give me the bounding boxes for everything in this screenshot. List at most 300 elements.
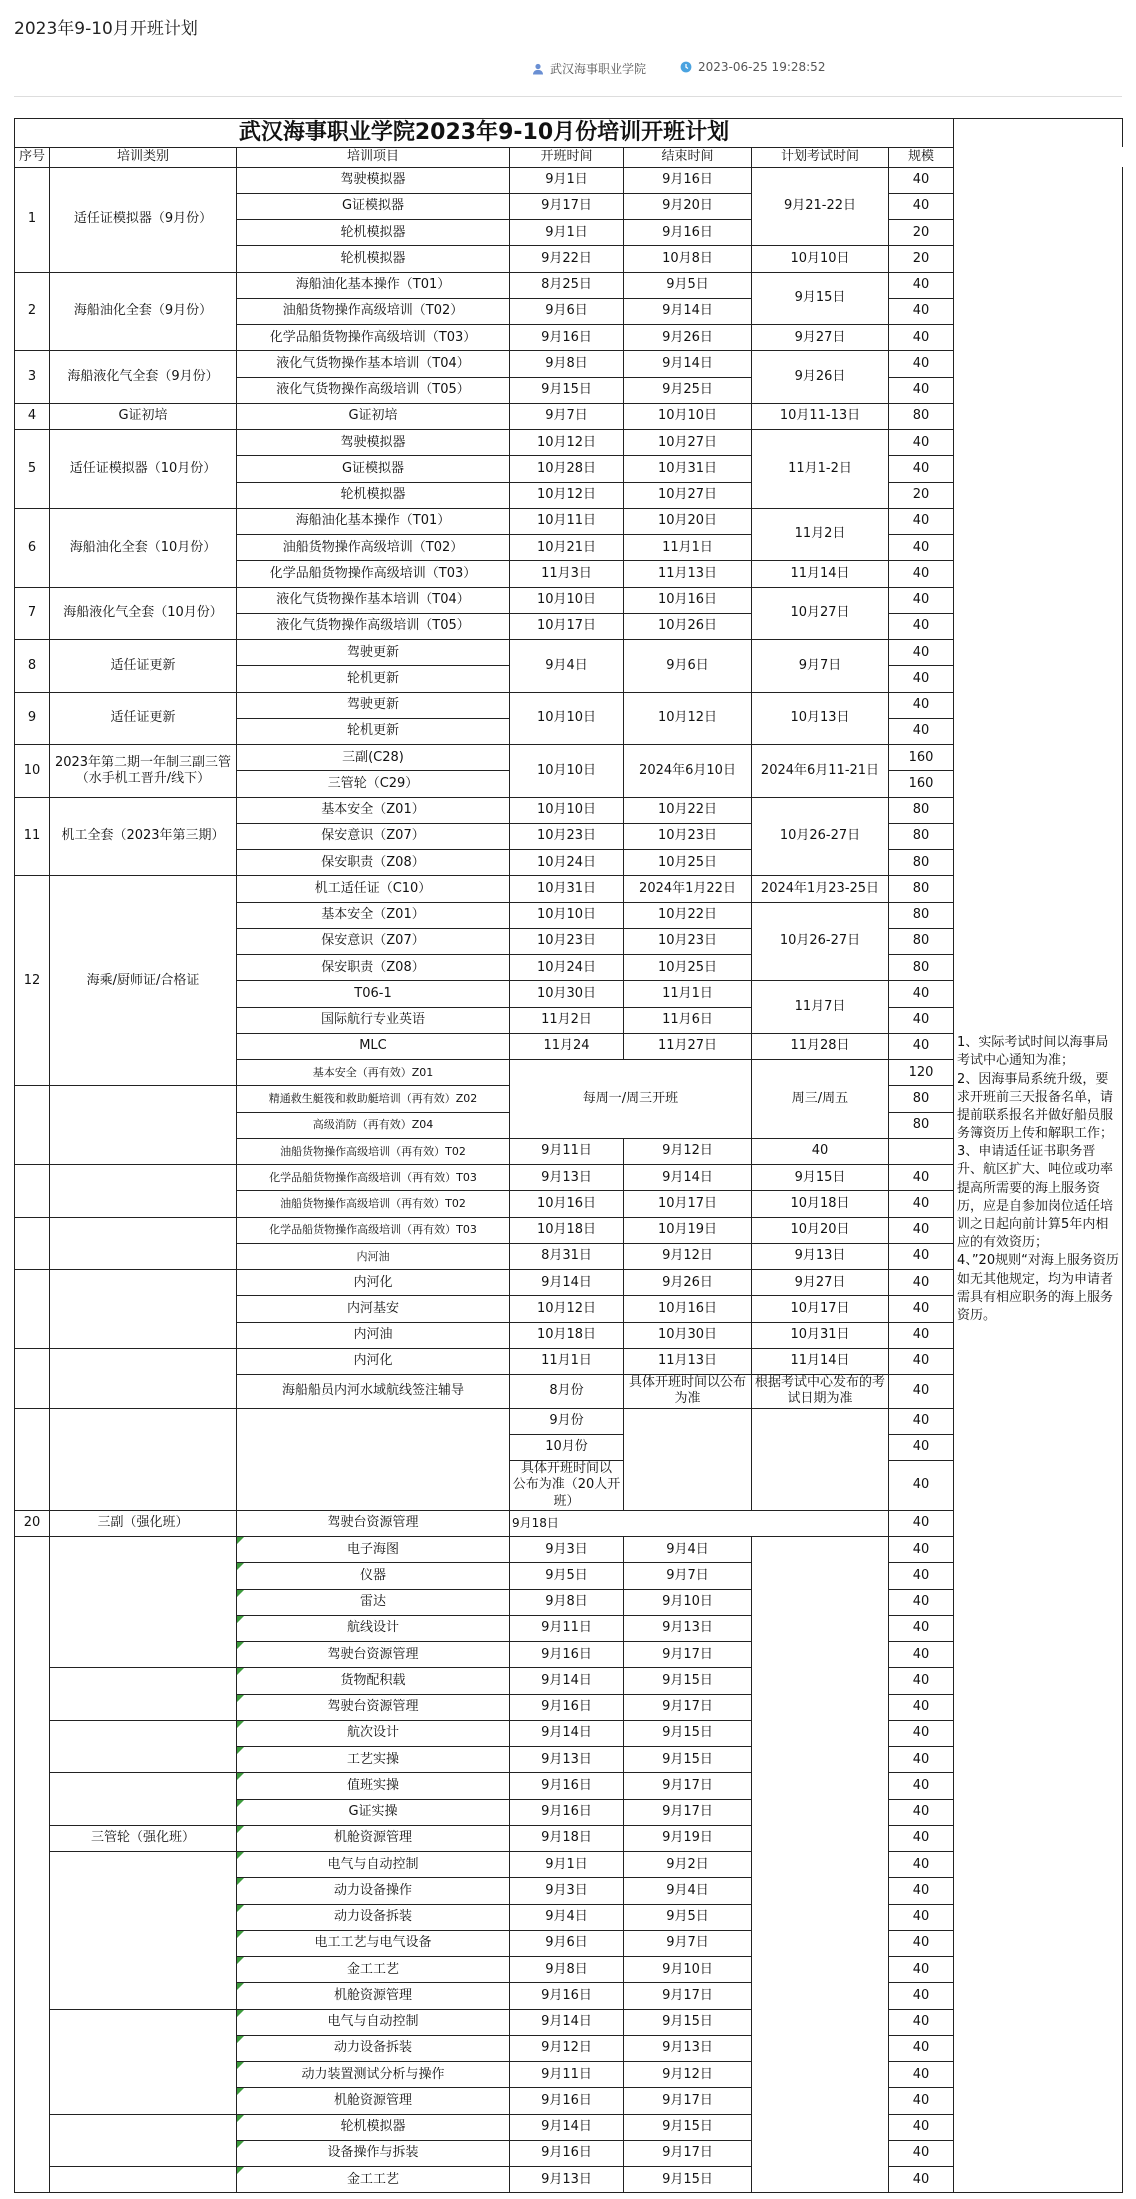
training-item: 精通救生艇筏和救助艇培训（再有效）Z02: [237, 1086, 510, 1112]
training-category: [50, 1773, 237, 1826]
class-size: 40: [752, 1138, 889, 1164]
end-date: 9月17日: [624, 2140, 752, 2166]
training-item: 驾驶更新: [237, 692, 510, 718]
class-size: 40: [889, 640, 954, 666]
column-header: 培训项目: [237, 147, 510, 167]
class-size: 40: [889, 272, 954, 298]
end-date: 10月16日: [624, 587, 752, 613]
row-number: 10: [15, 745, 50, 798]
class-size: 160: [889, 771, 954, 797]
training-item: 雷达: [237, 1589, 510, 1615]
end-date: 9月6日: [624, 640, 752, 693]
exam-date: 10月10日: [752, 246, 889, 272]
column-header: 开班时间: [510, 147, 624, 167]
start-date: 9月18日: [510, 1510, 889, 1536]
training-category: 三副（强化班）: [50, 1510, 237, 1536]
table-header-row: [15, 147, 1123, 167]
training-item: MLC: [237, 1033, 510, 1059]
row-number: [15, 1408, 50, 1510]
start-date: 9月1日: [510, 1852, 624, 1878]
training-item: 液化气货物操作高级培训（T05）: [237, 377, 510, 403]
end-date: 9月15日: [624, 2167, 752, 2193]
start-date: 9月16日: [510, 2088, 624, 2114]
training-category: [50, 2009, 237, 2114]
start-date: 10月10日: [510, 745, 624, 798]
start-date: 9月13日: [510, 1747, 624, 1773]
end-date: 10月30日: [624, 1322, 752, 1348]
start-date: 8月份: [510, 1375, 624, 1409]
end-date: 9月26日: [624, 325, 752, 351]
training-category: 机工全套（2023年第三期）: [50, 797, 237, 876]
training-item: 内河基安: [237, 1296, 510, 1322]
start-date: 9月4日: [510, 1904, 624, 1930]
end-date: 11月1日: [624, 535, 752, 561]
class-size: 40: [889, 2140, 954, 2166]
training-item: [237, 1408, 510, 1510]
training-category: 适任证更新: [50, 692, 237, 745]
class-size: 40: [889, 167, 954, 193]
start-date: 9月份: [510, 1408, 624, 1434]
start-date: 9月8日: [510, 351, 624, 377]
end-date: 10月23日: [624, 823, 752, 849]
end-date: 9月15日: [624, 2114, 752, 2140]
row-number: [15, 1165, 50, 1218]
row-number: 8: [15, 640, 50, 693]
training-category: [50, 1537, 237, 1668]
start-date: 9月16日: [510, 2140, 624, 2166]
exam-date: 10月11-13日: [752, 403, 889, 429]
start-date: 每周一/周三开班: [510, 1060, 752, 1139]
exam-date: 10月17日: [752, 1296, 889, 1322]
training-item: 金工工艺: [237, 2167, 510, 2193]
class-size: 40: [889, 535, 954, 561]
training-category: 海乘/厨师证/合格证: [50, 876, 237, 1086]
class-size: 40: [889, 1270, 954, 1296]
start-date: 10月10日: [510, 902, 624, 928]
end-date: 9月15日: [624, 1747, 752, 1773]
start-date: 11月24: [510, 1033, 624, 1059]
training-item: 海船油化基本操作（T01）: [237, 272, 510, 298]
row-number: 11: [15, 797, 50, 876]
class-size: 40: [889, 1243, 954, 1269]
training-category: [50, 1165, 237, 1218]
class-size: 40: [889, 1375, 954, 1409]
end-date: 9月10日: [624, 1589, 752, 1615]
exam-date: 9月27日: [752, 1270, 889, 1296]
class-size: 40: [889, 692, 954, 718]
start-date: 9月16日: [510, 1694, 624, 1720]
end-date: 9月14日: [624, 298, 752, 324]
class-size: 40: [889, 193, 954, 219]
table-title-row: [15, 119, 1123, 148]
class-size: 80: [889, 797, 954, 823]
end-date: 11月13日: [624, 1348, 752, 1374]
class-size: 40: [889, 718, 954, 744]
training-item: 化学品船货物操作高级培训（再有效）T03: [237, 1217, 510, 1243]
exam-date: 9月7日: [752, 640, 889, 693]
end-date: 9月5日: [624, 1904, 752, 1930]
training-category: [50, 1720, 237, 1773]
training-item: G证实操: [237, 1799, 510, 1825]
table-row: [15, 167, 1123, 193]
training-item: 电气与自动控制: [237, 1852, 510, 1878]
class-size: 160: [889, 745, 954, 771]
training-item: G证模拟器: [237, 456, 510, 482]
class-size: 80: [889, 403, 954, 429]
training-item: 驾驶更新: [237, 640, 510, 666]
end-date: 10月17日: [624, 1191, 752, 1217]
training-item: G证初培: [237, 403, 510, 429]
training-item: 动力设备操作: [237, 1878, 510, 1904]
class-size: 40: [889, 1007, 954, 1033]
start-date: 10月31日: [510, 876, 624, 902]
training-item: 保安意识（Z07）: [237, 928, 510, 954]
class-size: 40: [889, 1852, 954, 1878]
class-size: 40: [889, 2167, 954, 2193]
training-item: 航线设计: [237, 1615, 510, 1641]
end-date: 10月10日: [624, 403, 752, 429]
end-date: 9月17日: [624, 1799, 752, 1825]
class-size: 40: [889, 1510, 954, 1536]
start-date: 9月4日: [510, 640, 624, 693]
end-date: 9月19日: [624, 1825, 752, 1851]
end-date: 9月14日: [624, 351, 752, 377]
training-category: [50, 2167, 237, 2193]
end-date: 9月10日: [624, 1957, 752, 1983]
end-date: 9月15日: [624, 1668, 752, 1694]
training-category: 海船油化全套（9月份）: [50, 272, 237, 351]
start-date: 10月23日: [510, 823, 624, 849]
end-date: 10月26日: [624, 613, 752, 639]
training-item: 驾驶台资源管理: [237, 1694, 510, 1720]
training-item: 油船货物操作高级培训（T02）: [237, 535, 510, 561]
start-date: 9月3日: [510, 1878, 624, 1904]
start-date: 9月5日: [510, 1563, 624, 1589]
start-date: 9月16日: [510, 325, 624, 351]
class-size: 40: [889, 587, 954, 613]
divider: [14, 96, 1122, 97]
remarks-text: 1、实际考试时间以海事局考试中心通知为准； 2、因海事局系统升级，要求开班前三天报备名单，请提前联系报名并做好船员服务簿资历上传和解职工作； 3、申请适任证书职务晋升、航区扩大、吨位或功率提高所需要的海上服务资历，应是自参加岗位适任培训之日起向前计算5年内相应的有效资历； 4、”20规则“对海上服务资历如无其他规定，均为申请者需具有相应职务的海上服务资历。: [957, 1035, 1119, 1323]
end-date: 11月6日: [624, 1007, 752, 1033]
end-date: 9月12日: [624, 1243, 752, 1269]
column-header: 计划考试时间: [752, 147, 889, 167]
training-item: 工艺实操: [237, 1747, 510, 1773]
start-date: 9月8日: [510, 1589, 624, 1615]
training-item: 三副(C28): [237, 745, 510, 771]
end-date: [624, 1408, 752, 1510]
class-size: 40: [889, 1322, 954, 1348]
publish-time: 2023-06-25 19:28:52: [698, 60, 826, 74]
exam-date: 9月13日: [752, 1243, 889, 1269]
training-item: 动力设备拆装: [237, 2035, 510, 2061]
training-item: 保安意识（Z07）: [237, 823, 510, 849]
training-item: 内河化: [237, 1270, 510, 1296]
row-number: 3: [15, 351, 50, 404]
start-date: 9月11日: [510, 1138, 624, 1164]
training-category: [50, 1217, 237, 1270]
row-number: [15, 1348, 50, 1408]
training-category: [50, 1408, 237, 1510]
column-header: 序号: [15, 147, 50, 167]
class-size: 80: [889, 1112, 954, 1138]
row-number: 9: [15, 692, 50, 745]
exam-date: 10月27日: [752, 587, 889, 640]
class-size: 40: [889, 1930, 954, 1956]
end-date: 9月17日: [624, 1694, 752, 1720]
training-category: [50, 1086, 237, 1165]
row-number: [15, 1217, 50, 1270]
start-date: 10月12日: [510, 482, 624, 508]
class-size: 40: [889, 613, 954, 639]
end-date: 9月7日: [624, 1563, 752, 1589]
training-item: 动力设备拆装: [237, 1904, 510, 1930]
end-date: 9月17日: [624, 1983, 752, 2009]
start-date: 10月16日: [510, 1191, 624, 1217]
page-title: 2023年9-10月开班计划: [14, 19, 198, 39]
exam-date: 9月27日: [752, 325, 889, 351]
end-date: 11月1日: [624, 981, 752, 1007]
training-item: 值班实操: [237, 1773, 510, 1799]
start-date: 11月3日: [510, 561, 624, 587]
row-number: [15, 1270, 50, 1349]
end-date: 9月4日: [624, 1878, 752, 1904]
start-date: 9月13日: [510, 2167, 624, 2193]
class-size: 40: [889, 1537, 954, 1563]
start-date: 10月11日: [510, 508, 624, 534]
class-size: 80: [889, 1086, 954, 1112]
start-date: 9月14日: [510, 1270, 624, 1296]
training-category: 2023年第二期一年制三副三管（水手机工晋升/线下）: [50, 745, 237, 798]
start-date: 9月14日: [510, 1668, 624, 1694]
class-size: 40: [889, 1799, 954, 1825]
end-date: 具体开班时间以公布为准: [624, 1375, 752, 1409]
training-item: 机工适任证（C10）: [237, 876, 510, 902]
class-size: 80: [889, 876, 954, 902]
training-item: 机舱资源管理: [237, 2088, 510, 2114]
class-size: 40: [889, 1668, 954, 1694]
end-date: 9月17日: [624, 1642, 752, 1668]
remarks-top-blank: [954, 119, 1123, 148]
exam-date: 11月14日: [752, 1348, 889, 1374]
start-date: 9月14日: [510, 2114, 624, 2140]
training-item: 动力装置测试分析与操作: [237, 2062, 510, 2088]
training-item: 驾驶模拟器: [237, 167, 510, 193]
class-size: 40: [889, 1904, 954, 1930]
class-size: 40: [889, 2062, 954, 2088]
training-item: 机舱资源管理: [237, 1825, 510, 1851]
plan-table-wrapper: [14, 118, 1122, 2187]
start-date: 10月28日: [510, 456, 624, 482]
start-date: 9月16日: [510, 1773, 624, 1799]
exam-date: 11月2日: [752, 508, 889, 561]
time-meta: [680, 60, 825, 74]
exam-date: 10月20日: [752, 1217, 889, 1243]
training-item: 基本安全（Z01）: [237, 797, 510, 823]
end-date: 10月25日: [624, 850, 752, 876]
start-date: 9月6日: [510, 1930, 624, 1956]
start-date: 9月22日: [510, 246, 624, 272]
start-date: 9月6日: [510, 298, 624, 324]
end-date: 10月16日: [624, 1296, 752, 1322]
end-date: 10月27日: [624, 430, 752, 456]
row-number: 12: [15, 876, 50, 1086]
training-item: 基本安全（再有效）Z01: [237, 1060, 510, 1086]
training-category: 海船液化气全套（9月份）: [50, 351, 237, 404]
training-category: 适任证模拟器（10月份）: [50, 430, 237, 509]
training-item: 金工工艺: [237, 1957, 510, 1983]
row-number: 2: [15, 272, 50, 351]
training-category: [50, 1270, 237, 1349]
training-item: 液化气货物操作基本培训（T04）: [237, 587, 510, 613]
training-category: 适任证更新: [50, 640, 237, 693]
class-size: 40: [889, 1033, 954, 1059]
training-item: 油船货物操作高级培训（再有效）T02: [237, 1138, 510, 1164]
end-date: 9月16日: [624, 220, 752, 246]
class-size: 40: [889, 2035, 954, 2061]
training-item: 轮机更新: [237, 718, 510, 744]
start-date: 11月2日: [510, 1007, 624, 1033]
start-date: 10月份: [510, 1434, 624, 1460]
class-size: 40: [889, 1563, 954, 1589]
end-date: 10月22日: [624, 902, 752, 928]
class-size: 40: [889, 1957, 954, 1983]
training-item: 电工工艺与电气设备: [237, 1930, 510, 1956]
start-date: 9月14日: [510, 1720, 624, 1746]
end-date: 9月16日: [624, 167, 752, 193]
end-date: 10月19日: [624, 1217, 752, 1243]
training-item: 电气与自动控制: [237, 2009, 510, 2035]
class-size: 40: [889, 1720, 954, 1746]
training-item: 驾驶模拟器: [237, 430, 510, 456]
class-size: 40: [889, 456, 954, 482]
start-date: 10月18日: [510, 1322, 624, 1348]
class-size: 40: [889, 2114, 954, 2140]
start-date: 9月16日: [510, 1799, 624, 1825]
start-date: 10月23日: [510, 928, 624, 954]
exam-date: 9月15日: [752, 1165, 889, 1191]
start-date: 8月31日: [510, 1243, 624, 1269]
end-date: 9月25日: [624, 377, 752, 403]
class-size: 40: [889, 1615, 954, 1641]
row-number: [15, 1086, 50, 1165]
exam-date: [752, 1408, 889, 1510]
start-date: 9月11日: [510, 2062, 624, 2088]
end-date: 10月8日: [624, 246, 752, 272]
class-size: 40: [889, 1165, 954, 1191]
end-date: 10月23日: [624, 928, 752, 954]
start-date: 10月10日: [510, 587, 624, 613]
end-date: 10月31日: [624, 456, 752, 482]
training-item: 基本安全（Z01）: [237, 902, 510, 928]
row-number: 4: [15, 403, 50, 429]
training-item: 仪器: [237, 1563, 510, 1589]
start-date: 具体开班时间以 公布为准（20人开班）: [510, 1461, 624, 1511]
table-title: 武汉海事职业学院2023年9-10月份培训开班计划: [15, 119, 954, 148]
class-size: 40: [889, 1747, 954, 1773]
training-item: 油船货物操作高级培训（再有效）T02: [237, 1191, 510, 1217]
exam-date: [752, 1537, 889, 2193]
class-size: 120: [889, 1060, 954, 1086]
training-item: 驾驶台资源管理: [237, 1510, 510, 1536]
start-date: 11月1日: [510, 1348, 624, 1374]
training-item: G证模拟器: [237, 193, 510, 219]
training-item: 驾驶台资源管理: [237, 1642, 510, 1668]
end-date: 9月15日: [624, 2009, 752, 2035]
class-size: 40: [889, 1408, 954, 1434]
start-date: 9月8日: [510, 1957, 624, 1983]
class-size: 40: [889, 1878, 954, 1904]
training-item: 保安职责（Z08）: [237, 955, 510, 981]
training-item: 电子海图: [237, 1537, 510, 1563]
author-name[interactable]: 武汉海事职业学院: [550, 62, 647, 76]
exam-date: 10月26-27日: [752, 902, 889, 981]
class-size: 40: [889, 1217, 954, 1243]
class-size: 20: [889, 220, 954, 246]
start-date: 10月17日: [510, 613, 624, 639]
training-category: 海船油化全套（10月份）: [50, 508, 237, 587]
training-category: G证初培: [50, 403, 237, 429]
row-number: 1: [15, 167, 50, 272]
class-size: 40: [889, 1642, 954, 1668]
start-date: 9月17日: [510, 193, 624, 219]
exam-date: 11月1-2日: [752, 430, 889, 509]
start-date: 9月16日: [510, 1642, 624, 1668]
class-size: 40: [889, 1983, 954, 2009]
class-size: 40: [889, 1773, 954, 1799]
training-item: 航次设计: [237, 1720, 510, 1746]
end-date: 9月7日: [624, 1930, 752, 1956]
start-date: 9月1日: [510, 167, 624, 193]
exam-date: 10月18日: [752, 1191, 889, 1217]
training-item: T06-1: [237, 981, 510, 1007]
training-category: 三管轮（强化班）: [50, 1825, 237, 1851]
column-header: 结束时间: [624, 147, 752, 167]
class-size: 40: [889, 2088, 954, 2114]
exam-date: 9月26日: [752, 351, 889, 404]
class-size: 80: [889, 823, 954, 849]
end-date: 10月12日: [624, 692, 752, 745]
exam-date: 10月26-27日: [752, 797, 889, 876]
exam-date: 根据考试中心发布的考试日期为准: [752, 1375, 889, 1409]
training-item: 轮机模拟器: [237, 246, 510, 272]
training-item: 内河化: [237, 1348, 510, 1374]
class-size: 80: [889, 955, 954, 981]
training-item: 化学品船货物操作高级培训（T03）: [237, 561, 510, 587]
training-item: 轮机模拟器: [237, 220, 510, 246]
clock-icon: [680, 61, 692, 73]
exam-date: 9月21-22日: [752, 167, 889, 246]
class-size: 40: [889, 508, 954, 534]
training-category: [50, 2114, 237, 2167]
start-date: 10月24日: [510, 850, 624, 876]
training-item: 保安职责（Z08）: [237, 850, 510, 876]
column-header: 培训类别: [50, 147, 237, 167]
class-size: 80: [889, 850, 954, 876]
class-size: 40: [889, 430, 954, 456]
end-date: 9月17日: [624, 2088, 752, 2114]
training-category: 海船液化气全套（10月份）: [50, 587, 237, 640]
end-date: 10月25日: [624, 955, 752, 981]
end-date: 9月13日: [624, 2035, 752, 2061]
start-date: 10月30日: [510, 981, 624, 1007]
start-date: 10月21日: [510, 535, 624, 561]
exam-date: 9月15日: [752, 272, 889, 325]
start-date: 9月12日: [510, 2035, 624, 2061]
class-size: 40: [889, 1461, 954, 1511]
exam-date: 10月31日: [752, 1322, 889, 1348]
start-date: 8月25日: [510, 272, 624, 298]
end-date: 2024年1月22日: [624, 876, 752, 902]
